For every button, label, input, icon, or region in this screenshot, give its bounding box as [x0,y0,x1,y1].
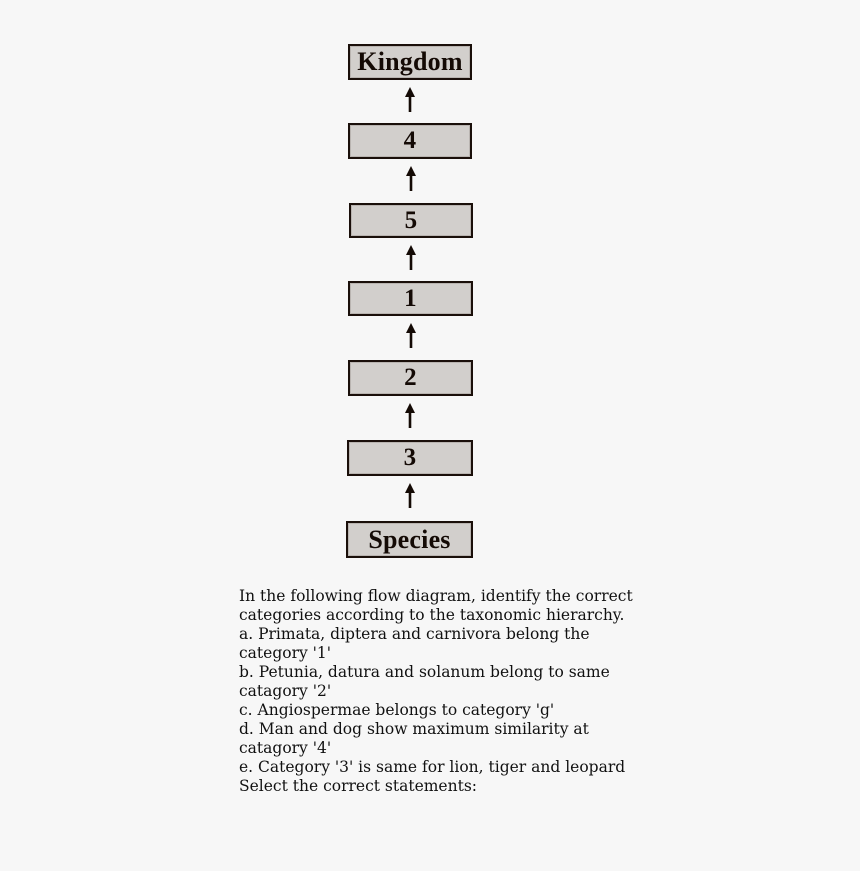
question-text [239,587,639,796]
up-arrow-icon [404,244,418,272]
statement-e: e. Category '3' is same for lion, tiger and leopard [239,758,626,776]
up-arrow-icon [403,86,417,114]
statement-a: a. Primata, diptera and carnivora belong the category '1' [239,625,590,662]
statement-b: b. Petunia, datura and solanum belong to same catagory '2' [239,663,610,700]
level-box-species: Species [346,521,473,558]
up-arrow-icon [403,482,417,510]
level-box-1: 1 [348,281,473,316]
up-arrow-icon [404,322,418,350]
up-arrow-icon [403,402,417,430]
statement-d: d. Man and dog show maximum similarity at catagory '4' [239,720,589,757]
level-box-3: 3 [347,440,473,476]
level-box-5: 5 [349,203,473,238]
up-arrow-icon [404,165,418,193]
question-prompt: Select the correct statements: [239,777,477,795]
level-box-4: 4 [348,123,472,159]
question-intro: In the following flow diagram, identify the correct categories according to the taxonomic hierarchy. [239,587,633,624]
level-box-kingdom: Kingdom [348,44,472,80]
level-box-2: 2 [348,360,473,396]
statement-c: c. Angiospermae belongs to category 'g' [239,701,555,719]
